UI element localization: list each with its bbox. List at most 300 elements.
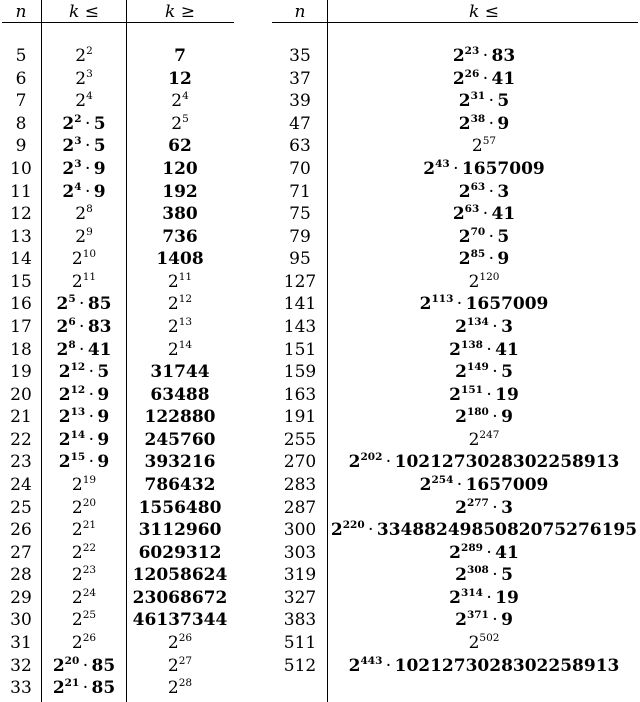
- power-base: 2: [62, 181, 75, 202]
- n-value: 141: [283, 294, 317, 315]
- power-exponent: 3: [86, 67, 93, 80]
- n-value: 35: [289, 46, 311, 67]
- power-exponent: 5: [182, 112, 189, 125]
- power-base: 2: [71, 587, 83, 608]
- power-base: 120: [162, 159, 198, 180]
- power-multiplier: 1021273028302258913: [394, 452, 620, 473]
- power-multiplier: 3: [501, 317, 513, 338]
- k-le-value: [328, 157, 640, 180]
- k-le-value: [42, 473, 126, 496]
- power-base: 2: [71, 271, 83, 292]
- power-base: 31744: [150, 362, 210, 383]
- times-dot: ·: [382, 655, 395, 676]
- k-ge-value: [126, 608, 234, 631]
- times-dot: ·: [85, 407, 98, 428]
- power-base: 2: [75, 226, 87, 247]
- k-le-value: [42, 44, 126, 67]
- n-value: 283: [283, 475, 317, 496]
- k-le-value: [328, 247, 640, 270]
- n-value: 22: [10, 429, 32, 450]
- times-dot: ·: [79, 678, 92, 699]
- power-multiplier: 1021273028302258913: [394, 655, 620, 676]
- power-exponent: 202: [360, 451, 383, 464]
- k-le-value: [328, 315, 640, 338]
- power-exponent: 63: [470, 180, 486, 193]
- n-value: 32: [10, 655, 32, 676]
- power-base: 736: [162, 226, 198, 247]
- power-base: 2: [468, 633, 480, 654]
- power-exponent: 180: [466, 406, 489, 419]
- k-ge-value: [126, 202, 234, 225]
- power-base: 2: [167, 271, 179, 292]
- power-base: 2: [458, 91, 471, 112]
- power-base: 2: [71, 249, 83, 270]
- power-base: 2: [71, 565, 83, 586]
- times-dot: ·: [75, 294, 88, 315]
- power-base: 2: [330, 520, 343, 541]
- n-value: 26: [10, 520, 32, 541]
- power-base: 2: [171, 113, 183, 134]
- power-exponent: 38: [470, 112, 486, 125]
- k-le-value: [328, 563, 640, 586]
- power-base: 2: [468, 271, 480, 292]
- power-exponent: 12: [178, 293, 193, 306]
- power-exponent: 134: [466, 316, 489, 329]
- power-exponent: 289: [461, 541, 483, 554]
- power-exponent: 20: [64, 654, 80, 667]
- power-base: 2: [419, 294, 432, 315]
- power-base: 2: [71, 520, 83, 541]
- power-multiplier: 41: [491, 68, 516, 89]
- power-multiplier: 5: [501, 565, 513, 586]
- n-value: 37: [289, 68, 311, 89]
- power-multiplier: 1657009: [461, 159, 545, 180]
- power-base: 122880: [144, 407, 216, 428]
- times-dot: ·: [81, 159, 94, 180]
- header-rule-left: [2, 22, 234, 23]
- n-value: 511: [283, 633, 317, 654]
- n-value: 28: [10, 565, 32, 586]
- power-base: 2: [455, 407, 467, 428]
- n-value: 29: [10, 587, 32, 608]
- power-multiplier: 41: [491, 204, 516, 225]
- n-value: 151: [283, 339, 317, 360]
- n-value: 23: [10, 452, 32, 473]
- k-ge-value: [126, 405, 234, 428]
- power-base: 12058624: [132, 565, 228, 586]
- power-base: 2: [455, 610, 467, 631]
- n-value: 383: [283, 610, 317, 631]
- power-base: 2: [62, 159, 75, 180]
- power-base: 2: [458, 113, 471, 134]
- power-exponent: 254: [431, 474, 454, 487]
- times-dot: ·: [482, 542, 496, 563]
- power-multiplier: 5: [497, 91, 510, 112]
- k-le-value: [42, 541, 126, 564]
- k-le-value: [328, 450, 640, 473]
- times-dot: ·: [485, 249, 498, 270]
- power-exponent: 11: [82, 270, 97, 283]
- power-base: 12: [168, 68, 192, 89]
- k-ge-value: [126, 676, 234, 699]
- power-base: 2: [75, 204, 87, 225]
- power-base: 2: [56, 294, 69, 315]
- n-value: 33: [10, 678, 32, 699]
- power-base: 2: [167, 317, 179, 338]
- k-le-value: [328, 360, 640, 383]
- power-multiplier: 5: [97, 362, 110, 383]
- power-multiplier: 9: [97, 407, 110, 428]
- k-le-value: [328, 112, 640, 135]
- k-le-value: [42, 518, 126, 541]
- n-value: 13: [10, 226, 32, 247]
- power-base: 192: [162, 181, 198, 202]
- k-ge-value: [126, 157, 234, 180]
- power-multiplier: 5: [501, 362, 513, 383]
- times-dot: ·: [482, 587, 496, 608]
- power-exponent: 8: [68, 338, 76, 351]
- k-le-value: [42, 496, 126, 519]
- n-value: 12: [10, 204, 32, 225]
- power-exponent: 20: [82, 496, 97, 509]
- power-exponent: 308: [466, 564, 489, 577]
- power-exponent: 57: [482, 135, 497, 148]
- power-multiplier: 5: [93, 113, 106, 134]
- k-le-value: [42, 428, 126, 451]
- power-base: 2: [75, 46, 87, 67]
- power-multiplier: 9: [501, 407, 513, 428]
- k-le-value: [42, 315, 126, 338]
- power-multiplier: 9: [93, 159, 106, 180]
- power-exponent: 151: [461, 383, 483, 396]
- power-base: 2: [56, 317, 69, 338]
- k-le-value: [42, 270, 126, 293]
- k-ge-value: [126, 586, 234, 609]
- times-dot: ·: [488, 362, 502, 383]
- times-dot: ·: [79, 655, 92, 676]
- power-base: 2: [423, 159, 436, 180]
- power-multiplier: 1657009: [465, 475, 549, 496]
- n-value: 63: [289, 136, 311, 157]
- n-value: 19: [10, 362, 32, 383]
- power-base: 2: [167, 655, 179, 676]
- power-multiplier: 3: [501, 497, 513, 518]
- k-ge-value: [126, 338, 234, 361]
- power-base: 2: [167, 678, 179, 699]
- times-dot: ·: [364, 520, 377, 541]
- power-exponent: 5: [68, 293, 76, 306]
- power-base: 2: [171, 91, 183, 112]
- times-dot: ·: [382, 452, 395, 473]
- n-value: 143: [283, 317, 317, 338]
- power-exponent: 70: [470, 225, 486, 238]
- power-base: 2: [348, 452, 361, 473]
- n-value: 24: [10, 475, 32, 496]
- power-base: 2: [52, 678, 65, 699]
- k-ge-value: [126, 631, 234, 654]
- n-value: 127: [283, 271, 317, 292]
- n-value: 17: [10, 317, 32, 338]
- power-base: 2: [348, 655, 361, 676]
- n-value: 270: [283, 452, 317, 473]
- n-value: 5: [15, 46, 27, 67]
- times-dot: ·: [485, 181, 498, 202]
- power-exponent: 277: [466, 496, 489, 509]
- power-exponent: 2: [74, 112, 82, 125]
- k-ge-value: [126, 112, 234, 135]
- k-le-value: [42, 202, 126, 225]
- power-base: 6029312: [138, 542, 222, 563]
- times-dot: ·: [85, 452, 98, 473]
- power-exponent: 8: [86, 203, 93, 216]
- k-ge-value: [126, 270, 234, 293]
- power-base: 2: [71, 610, 83, 631]
- power-multiplier: 9: [497, 113, 510, 134]
- n-value: 11: [10, 181, 32, 202]
- n-value: 95: [289, 249, 311, 270]
- power-exponent: 23: [82, 564, 97, 577]
- power-base: 786432: [144, 475, 216, 496]
- k-le-value: [42, 563, 126, 586]
- power-base: 2: [449, 384, 462, 405]
- power-exponent: 9: [86, 225, 93, 238]
- power-exponent: 4: [86, 90, 93, 103]
- power-exponent: 26: [82, 632, 97, 645]
- power-multiplier: 19: [495, 587, 519, 608]
- k-ge-value: [126, 473, 234, 496]
- n-value: 163: [283, 384, 317, 405]
- n-value: 8: [15, 113, 27, 134]
- n-value: 303: [283, 542, 317, 563]
- k-le-value: [328, 541, 640, 564]
- power-base: 2: [419, 475, 432, 496]
- power-base: 2: [167, 633, 179, 654]
- power-base: 1556480: [138, 497, 222, 518]
- power-exponent: 10: [82, 248, 97, 261]
- power-base: 2: [56, 339, 69, 360]
- k-le-value: [42, 112, 126, 135]
- power-exponent: 502: [479, 632, 500, 645]
- power-base: 2: [452, 68, 465, 89]
- k-le-value: [328, 134, 640, 157]
- power-exponent: 12: [70, 383, 86, 396]
- power-base: 2: [62, 113, 75, 134]
- power-base: 1408: [156, 249, 204, 270]
- times-dot: ·: [485, 91, 498, 112]
- k-ge-value: [126, 496, 234, 519]
- k-le-value: [328, 89, 640, 112]
- times-dot: ·: [488, 407, 502, 428]
- k-ge-value: [126, 563, 234, 586]
- times-dot: ·: [488, 610, 502, 631]
- n-value: 300: [283, 520, 317, 541]
- k-ge-value: [126, 225, 234, 248]
- power-base: 2: [458, 226, 471, 247]
- times-dot: ·: [482, 384, 496, 405]
- k-le-value: [42, 450, 126, 473]
- power-base: 2: [75, 68, 87, 89]
- header-k-ge: k ≥: [165, 2, 195, 22]
- k-ge-value: [126, 450, 234, 473]
- k-le-value: [42, 225, 126, 248]
- power-multiplier: 19: [495, 384, 519, 405]
- k-le-value: [328, 428, 640, 451]
- power-exponent: 25: [82, 609, 97, 622]
- power-exponent: 220: [342, 519, 365, 532]
- k-le-value: [42, 608, 126, 631]
- n-value: 39: [289, 91, 311, 112]
- power-exponent: 27: [178, 654, 193, 667]
- k-le-value: [42, 67, 126, 90]
- n-value: 7: [15, 91, 27, 112]
- k-le-value: [328, 586, 640, 609]
- power-base: 2: [471, 136, 483, 157]
- power-exponent: 23: [464, 45, 480, 58]
- k-le-value: [42, 247, 126, 270]
- power-base: 2: [455, 497, 467, 518]
- n-value: 10: [10, 159, 32, 180]
- k-le-value: [42, 134, 126, 157]
- times-dot: ·: [81, 113, 94, 134]
- n-value: 25: [10, 497, 32, 518]
- power-base: 2: [58, 429, 71, 450]
- power-base: 63488: [150, 384, 210, 405]
- power-multiplier: 85: [91, 655, 116, 676]
- k-le-value: [42, 654, 126, 677]
- n-value: 30: [10, 610, 32, 631]
- power-exponent: 14: [178, 338, 193, 351]
- n-value: 75: [289, 204, 311, 225]
- power-base: 3112960: [138, 520, 222, 541]
- power-base: 2: [452, 46, 465, 67]
- power-exponent: 138: [461, 338, 483, 351]
- power-exponent: 26: [464, 67, 480, 80]
- power-base: 2: [58, 452, 71, 473]
- power-exponent: 247: [479, 428, 500, 441]
- power-base: 2: [75, 91, 87, 112]
- power-multiplier: 9: [97, 429, 110, 450]
- power-base: 2: [52, 655, 65, 676]
- times-dot: ·: [488, 317, 502, 338]
- n-value: 21: [10, 407, 32, 428]
- k-le-value: [328, 654, 640, 677]
- k-le-value: [328, 405, 640, 428]
- k-le-value: [328, 473, 640, 496]
- n-value: 18: [10, 339, 32, 360]
- times-dot: ·: [453, 475, 466, 496]
- power-base: 2: [449, 542, 462, 563]
- k-ge-value: [126, 541, 234, 564]
- power-multiplier: 83: [491, 46, 516, 67]
- k-le-value: [42, 157, 126, 180]
- k-ge-value: [126, 315, 234, 338]
- power-exponent: 371: [466, 609, 489, 622]
- k-ge-value: [126, 360, 234, 383]
- power-base: 2: [167, 339, 179, 360]
- times-dot: ·: [85, 384, 98, 405]
- header-k-le-right: k ≤: [469, 2, 499, 22]
- n-value: 27: [10, 542, 32, 563]
- n-value: 14: [10, 249, 32, 270]
- power-multiplier: 5: [93, 136, 106, 157]
- times-dot: ·: [85, 362, 98, 383]
- power-exponent: 149: [466, 361, 489, 374]
- k-le-value: [328, 292, 640, 315]
- k-le-value: [328, 518, 640, 541]
- power-multiplier: 9: [97, 384, 110, 405]
- k-le-value: [42, 383, 126, 406]
- k-ge-value: [126, 383, 234, 406]
- power-base: 46137344: [132, 610, 228, 631]
- power-exponent: 314: [461, 586, 483, 599]
- header-n-right: n: [294, 2, 306, 22]
- power-multiplier: 85: [91, 678, 116, 699]
- power-exponent: 6: [68, 316, 76, 329]
- power-base: 2: [452, 204, 465, 225]
- n-value: 319: [283, 565, 317, 586]
- power-exponent: 19: [82, 474, 97, 487]
- times-dot: ·: [449, 159, 462, 180]
- power-exponent: 31: [470, 90, 486, 103]
- power-base: 2: [71, 633, 83, 654]
- n-value: 70: [289, 159, 311, 180]
- n-value: 327: [283, 587, 317, 608]
- k-le-value: [42, 89, 126, 112]
- power-exponent: 4: [182, 90, 189, 103]
- n-value: 79: [289, 226, 311, 247]
- n-value: 255: [283, 429, 317, 450]
- times-dot: ·: [85, 429, 98, 450]
- k-le-value: [42, 631, 126, 654]
- k-le-value: [328, 383, 640, 406]
- power-exponent: 11: [178, 270, 193, 283]
- k-le-value: [328, 270, 640, 293]
- power-multiplier: 9: [497, 249, 510, 270]
- power-multiplier: 5: [497, 226, 510, 247]
- power-exponent: 13: [70, 406, 86, 419]
- n-value: 159: [283, 362, 317, 383]
- power-multiplier: 9: [501, 610, 513, 631]
- power-exponent: 21: [64, 677, 80, 690]
- k-ge-value: [126, 89, 234, 112]
- k-ge-value: [126, 654, 234, 677]
- k-ge-value: [126, 292, 234, 315]
- power-exponent: 28: [178, 677, 193, 690]
- power-base: 2: [62, 136, 75, 157]
- k-le-value: [42, 180, 126, 203]
- power-base: 2: [58, 407, 71, 428]
- k-le-value: [42, 676, 126, 699]
- power-exponent: 3: [74, 158, 82, 171]
- power-base: 2: [455, 362, 467, 383]
- n-value: 512: [283, 655, 317, 676]
- power-exponent: 2: [86, 45, 93, 58]
- power-exponent: 85: [470, 248, 486, 261]
- power-exponent: 26: [178, 632, 193, 645]
- power-multiplier: 41: [495, 542, 519, 563]
- power-base: 2: [458, 249, 471, 270]
- k-le-value: [42, 360, 126, 383]
- power-base: 2: [449, 339, 462, 360]
- header-k-le: k ≤: [69, 2, 99, 22]
- n-value: 31: [10, 633, 32, 654]
- power-exponent: 120: [479, 270, 500, 283]
- times-dot: ·: [81, 181, 94, 202]
- times-dot: ·: [488, 497, 502, 518]
- power-base: 2: [71, 542, 83, 563]
- k-le-value: [328, 180, 640, 203]
- n-value: 15: [10, 271, 32, 292]
